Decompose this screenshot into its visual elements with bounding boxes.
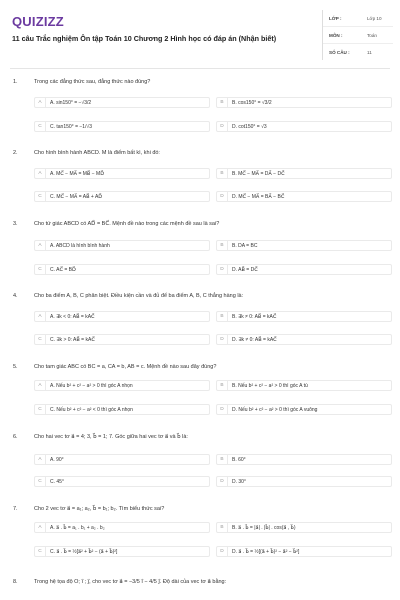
option-d[interactable] [216, 191, 392, 202]
option-letter: C [35, 122, 46, 131]
option-a[interactable] [34, 97, 210, 108]
option-d[interactable] [216, 404, 392, 415]
option-text: C. Nếu b² + c² − a² < 0 thì góc A nhọn [50, 406, 133, 413]
option-d[interactable] [216, 476, 392, 487]
meta-row-count [323, 44, 393, 60]
option-text: B. MC⃗ − MA⃗ = DA⃗ − DC⃗ [232, 170, 285, 177]
option-text: B. DA = BC [232, 242, 258, 249]
option-c[interactable] [34, 121, 210, 132]
option-letter: C [35, 335, 46, 344]
option-letter: D [217, 192, 228, 201]
option-letter: A [35, 312, 46, 321]
option-text: B. 60° [232, 456, 246, 463]
meta-value: Lớp 10 [367, 15, 382, 21]
option-letter: B [217, 523, 228, 532]
question-text: Cho tam giác ABC có BC = a, CA = b, AB = c. Mệnh đề nào sau đây đúng? [34, 364, 217, 370]
option-letter: D [217, 405, 228, 414]
question-number: 6. [13, 434, 18, 440]
option-text: A. a⃗ . b⃗ = a₁ . b₁ + a₂ . b₂ [50, 524, 105, 531]
option-letter: D [217, 122, 228, 131]
option-text: D. a⃗ . b⃗ = ½[(a⃗ + b⃗)² − a⃗² − b⃗²] [232, 548, 300, 555]
option-text: D. cot150° = √3 [232, 123, 267, 130]
option-text: D. ∃k ≠ 0: AB⃗ = kAC⃗ [232, 336, 277, 343]
option-a[interactable] [34, 522, 210, 533]
option-a[interactable] [34, 380, 210, 391]
option-b[interactable] [216, 311, 392, 322]
document-title: 11 câu Trắc nghiệm Ôn tập Toán 10 Chương 2 Hình học có đáp án (Nhận biết) [12, 34, 277, 43]
quizizz-logo: QUIZIZZ [12, 14, 64, 29]
option-letter: B [217, 98, 228, 107]
meta-value: 11 [367, 49, 372, 55]
option-letter: D [217, 335, 228, 344]
option-letter: A [35, 169, 46, 178]
meta-key: LỚP : [329, 15, 342, 21]
question-text: Cho ba điểm A, B, C phân biệt. Điều kiện cần và đủ để ba điểm A, B, C thẳng hàng là: [34, 293, 244, 299]
option-letter: A [35, 381, 46, 390]
option-text: B. a⃗ . b⃗ = |a⃗| . |b⃗| . cos(a⃗ , b⃗) [232, 524, 296, 531]
option-text: A. sin150° = −√3/2 [50, 99, 92, 106]
option-text: C. MC⃗ − MA⃗ = AB⃗ + AD⃗ [50, 193, 103, 200]
option-letter: B [217, 169, 228, 178]
question-text: Cho tứ giác ABCD có AD⃗ = BC⃗. Mệnh đề nào trong các mệnh đề sau là sai? [34, 221, 220, 227]
question-number: 4. [13, 293, 18, 299]
option-letter: A [35, 241, 46, 250]
option-text: A. 90° [50, 456, 64, 463]
header-divider [10, 68, 390, 69]
option-text: C. a⃗ . b⃗ = ½[a⃗² + b⃗² − (a⃗ + b⃗)²] [50, 548, 118, 555]
question-text: Cho hai vec tơ a⃗ = 4; 3, b⃗ = 1; 7. Góc giữa hai vec tơ a⃗ và b⃗ là: [34, 434, 188, 440]
option-text: C. ∃k > 0: AB⃗ = kAC⃗ [50, 336, 95, 343]
meta-row-class [323, 10, 393, 27]
option-text: B. Nếu b² + c² − a² > 0 thì góc A tù [232, 382, 308, 389]
option-a[interactable] [34, 240, 210, 251]
option-text: A. ABCD là hình bình hành [50, 242, 110, 249]
option-a[interactable] [34, 311, 210, 322]
option-letter: A [35, 523, 46, 532]
option-letter: B [217, 312, 228, 321]
question-text: Cho hình bình hành ABCD. M là điểm bất kì, khi đó: [34, 150, 160, 156]
option-letter: B [217, 455, 228, 464]
option-c[interactable] [34, 191, 210, 202]
option-text: D. Nếu b² + c² − a² > 0 thì góc A vuông [232, 406, 318, 413]
question-number: 7. [13, 506, 18, 512]
option-c[interactable] [34, 264, 210, 275]
option-text: A. MC⃗ − MA⃗ = MB⃗ − MD⃗ [50, 170, 105, 177]
option-text: D. AB⃗ = DC⃗ [232, 266, 258, 273]
option-c[interactable] [34, 476, 210, 487]
question-number: 8. [13, 579, 18, 585]
option-b[interactable] [216, 454, 392, 465]
meta-row-subject [323, 27, 393, 44]
question-number: 5. [13, 364, 18, 370]
question-number: 3. [13, 221, 18, 227]
option-c[interactable] [34, 334, 210, 345]
option-letter: C [35, 477, 46, 486]
option-c[interactable] [34, 546, 210, 557]
option-d[interactable] [216, 264, 392, 275]
meta-value: Toán [367, 32, 377, 38]
option-letter: C [35, 405, 46, 414]
option-letter: B [217, 381, 228, 390]
option-text: A. Nếu b² + c² − a² > 0 thì góc A nhọn [50, 382, 133, 389]
option-b[interactable] [216, 522, 392, 533]
option-letter: C [35, 265, 46, 274]
option-d[interactable] [216, 546, 392, 557]
option-letter: D [217, 547, 228, 556]
option-text: C. tan150° = −1/√3 [50, 123, 92, 130]
option-letter: D [217, 265, 228, 274]
meta-key: MÔN : [329, 32, 343, 38]
question-text: Trong hệ tọa độ O; i⃗ ; j⃗, cho vec tơ a⃗ = −3/5 i⃗ − 4/5 j⃗. Độ dài của vec tơ a⃗ bằng: [34, 579, 227, 585]
option-letter: A [35, 455, 46, 464]
option-text: C. 45° [50, 478, 64, 485]
option-d[interactable] [216, 334, 392, 345]
question-text: Trong các đẳng thức sau, đẳng thức nào đúng? [34, 79, 151, 85]
meta-key: SỐ CÂU : [329, 49, 350, 55]
option-letter: C [35, 192, 46, 201]
option-b[interactable] [216, 380, 392, 391]
option-letter: B [217, 241, 228, 250]
option-text: D. 30° [232, 478, 246, 485]
option-text: B. ∃k ≠ 0: AB⃗ = kAC⃗ [232, 313, 277, 320]
option-b[interactable] [216, 168, 392, 179]
option-text: C. AC⃗ = BD⃗ [50, 266, 76, 273]
option-a[interactable] [34, 454, 210, 465]
option-letter: C [35, 547, 46, 556]
option-letter: D [217, 477, 228, 486]
question-number: 1. [13, 79, 18, 85]
option-c[interactable] [34, 404, 210, 415]
question-number: 2. [13, 150, 18, 156]
question-text: Cho 2 vec tơ a⃗ = a₁; a₂, b⃗ = b₁; b₂. Tìm biểu thức sai? [34, 506, 165, 512]
meta-box [322, 10, 393, 60]
header [0, 0, 400, 70]
option-text: B. cos150° = √3/2 [232, 99, 272, 106]
option-text: D. MC⃗ − MA⃗ = BA⃗ − BC⃗ [232, 193, 285, 200]
option-letter: A [35, 98, 46, 107]
option-d[interactable] [216, 121, 392, 132]
option-text: A. ∃k < 0: AB⃗ = kAC⃗ [50, 313, 95, 320]
option-b[interactable] [216, 240, 392, 251]
option-b[interactable] [216, 97, 392, 108]
option-a[interactable] [34, 168, 210, 179]
